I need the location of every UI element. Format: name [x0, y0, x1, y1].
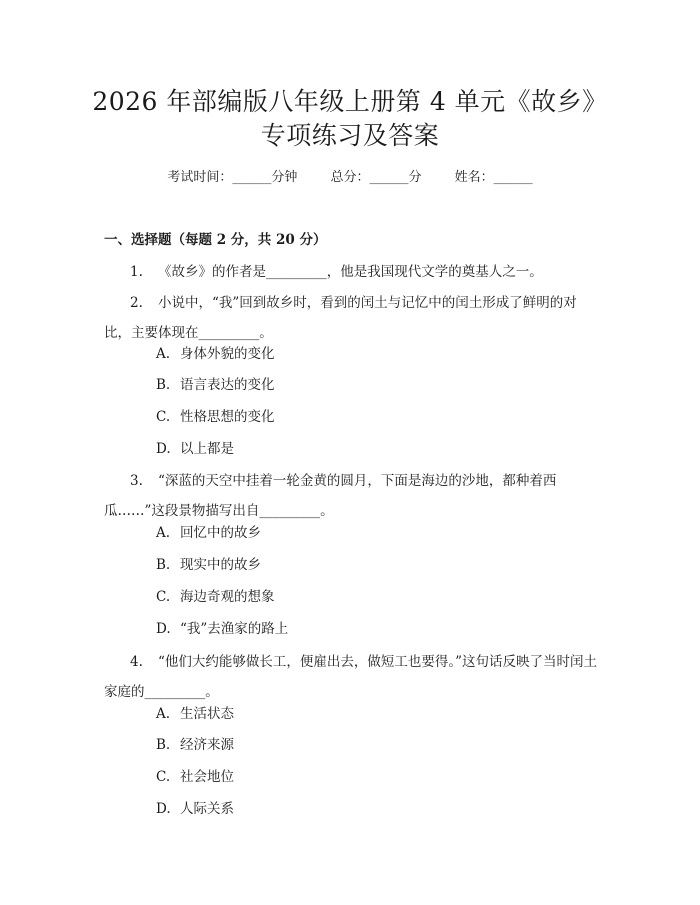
- question-text: “他们大约能够做长工，便雇出去，做短工也要得。”这句话反映了当时闰土家庭的_________。: [104, 654, 598, 700]
- option-4d: [156, 799, 234, 819]
- option-4a: [156, 704, 234, 724]
- exam-info: [0, 168, 700, 188]
- option-text: 社会地位: [180, 769, 234, 785]
- option-text: 生活状态: [180, 706, 234, 722]
- option-label: B.: [156, 557, 171, 573]
- section-title: 一、选择题（每题 2 分，共 20 分）: [104, 232, 327, 248]
- document-title-line-1: 2026 年部编版八年级上册第 4 单元《故乡》: [92, 87, 608, 116]
- option-label: C.: [156, 589, 171, 605]
- option-label: A.: [156, 525, 171, 541]
- option-text: 经济来源: [180, 737, 234, 753]
- option-text: “我”去渔家的路上: [180, 621, 289, 637]
- document-title-line-2: 专项练习及答案: [260, 121, 440, 150]
- option-text: 以上都是: [180, 441, 234, 457]
- option-text: 人际关系: [180, 801, 234, 817]
- exam-score-field: 总分：______分: [330, 170, 422, 185]
- option-4b: [156, 735, 234, 755]
- option-2b: [156, 375, 275, 395]
- question-4: [104, 647, 598, 707]
- question-number: 2.: [130, 295, 143, 311]
- option-label: D.: [156, 801, 171, 817]
- option-label: C.: [156, 409, 171, 425]
- exam-time-field: 考试时间：______分钟: [167, 170, 298, 185]
- question-2: [104, 288, 598, 348]
- option-text: 现实中的故乡: [180, 557, 261, 573]
- question-text: 《故乡》的作者是_________，他是我国现代文学的奠基人之一。: [158, 264, 543, 280]
- option-3d: [156, 619, 288, 639]
- question-text: “深蓝的天空中挂着一轮金黄的圆月，下面是海边的沙地，都种着西瓜……”这段景物描写出自_________。: [104, 473, 557, 519]
- option-text: 海边奇观的想象: [180, 589, 275, 605]
- question-number: 4.: [130, 654, 143, 670]
- option-label: D.: [156, 621, 171, 637]
- option-label: A.: [156, 706, 171, 722]
- option-text: 语言表达的变化: [180, 377, 275, 393]
- option-text: 身体外貌的变化: [180, 346, 275, 362]
- option-4c: [156, 767, 234, 787]
- option-2d: [156, 439, 234, 459]
- option-3c: [156, 587, 275, 607]
- option-label: B.: [156, 737, 171, 753]
- exam-name-field: 姓名：______: [454, 170, 533, 185]
- option-label: C.: [156, 769, 171, 785]
- option-2a: [156, 344, 275, 364]
- option-3b: [156, 555, 261, 575]
- option-text: 性格思想的变化: [180, 409, 275, 425]
- option-label: D.: [156, 441, 171, 457]
- question-number: 1.: [130, 264, 143, 280]
- option-3a: [156, 523, 261, 543]
- question-text: 小说中，“我”回到故乡时，看到的闰土与记忆中的闰土形成了鲜明的对比，主要体现在_________。: [104, 295, 577, 341]
- option-label: A.: [156, 346, 171, 362]
- question-3: [104, 466, 598, 526]
- option-text: 回忆中的故乡: [180, 525, 261, 541]
- option-label: B.: [156, 377, 171, 393]
- question-number: 3.: [130, 473, 143, 489]
- question-1: [104, 257, 598, 287]
- option-2c: [156, 407, 275, 427]
